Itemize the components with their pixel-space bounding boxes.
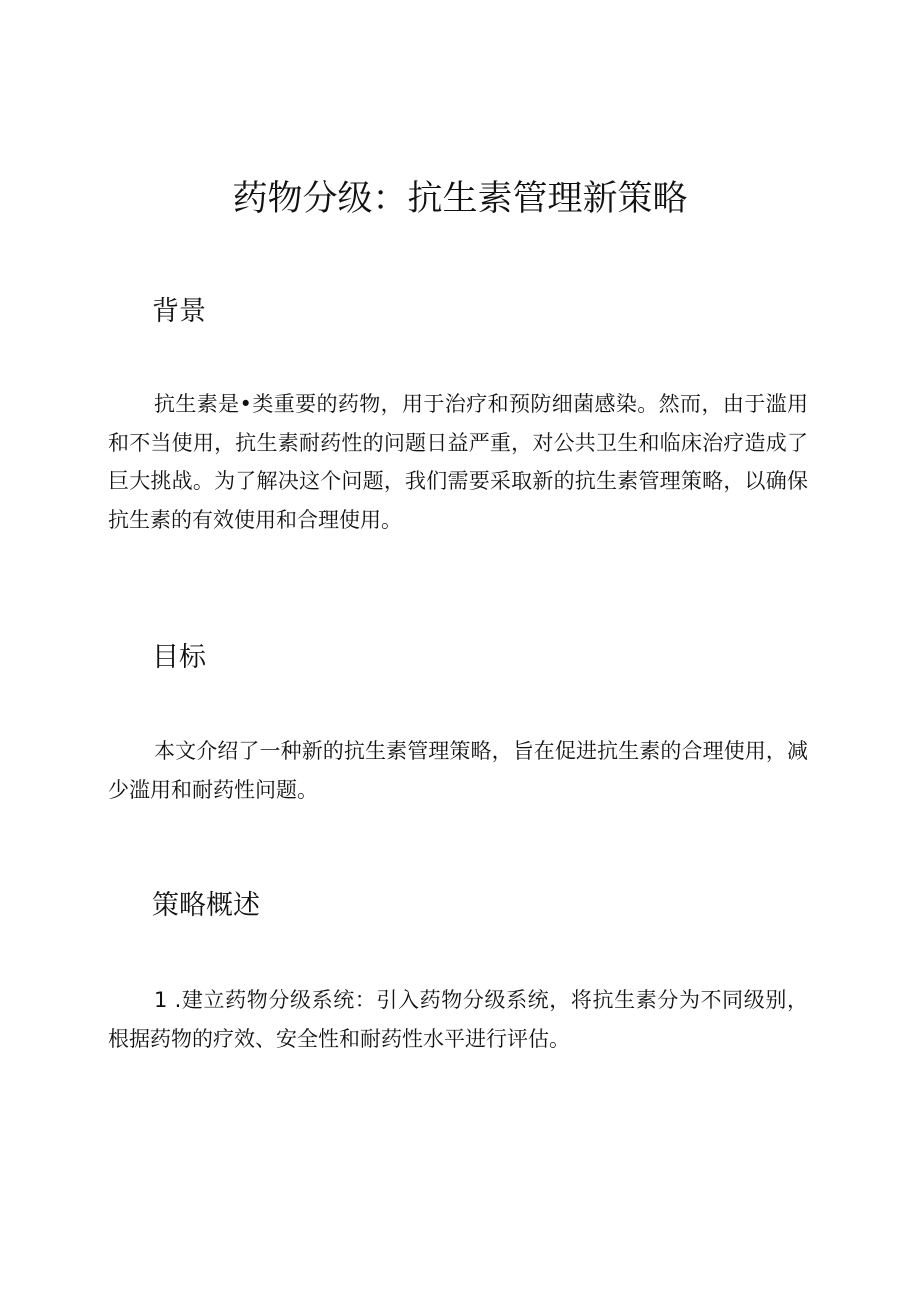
document-title: 药物分级：抗生素管理新策略 (232, 179, 688, 219)
paragraph-strategy-item-1: 1 .建立药物分级系统：引入药物分级系统，将抗生素分为不同级别，根据药物的疗效、安全性和耐药性水平进行评估。 (108, 988, 808, 1051)
paragraph-background: 抗生素是•类重要的药物，用于治疗和预防细菌感染。然而，由于滥用和不当使用，抗生素耐药性的问题日益严重，对公共卫生和临床治疗造成了巨大挑战。为了解决这个问题，我们需要采取新的抗生素管理策略，以确保抗生素的有效使用和合理使用。 (108, 392, 808, 532)
section-heading-strategy-overview: 策略概述 (152, 890, 260, 921)
paragraph-goal: 本文介绍了一种新的抗生素管理策略，旨在促进抗生素的合理使用，减少滥用和耐药性问题。 (108, 739, 808, 802)
section-heading-background: 背景 (152, 296, 206, 327)
section-heading-goal: 目标 (152, 642, 206, 673)
